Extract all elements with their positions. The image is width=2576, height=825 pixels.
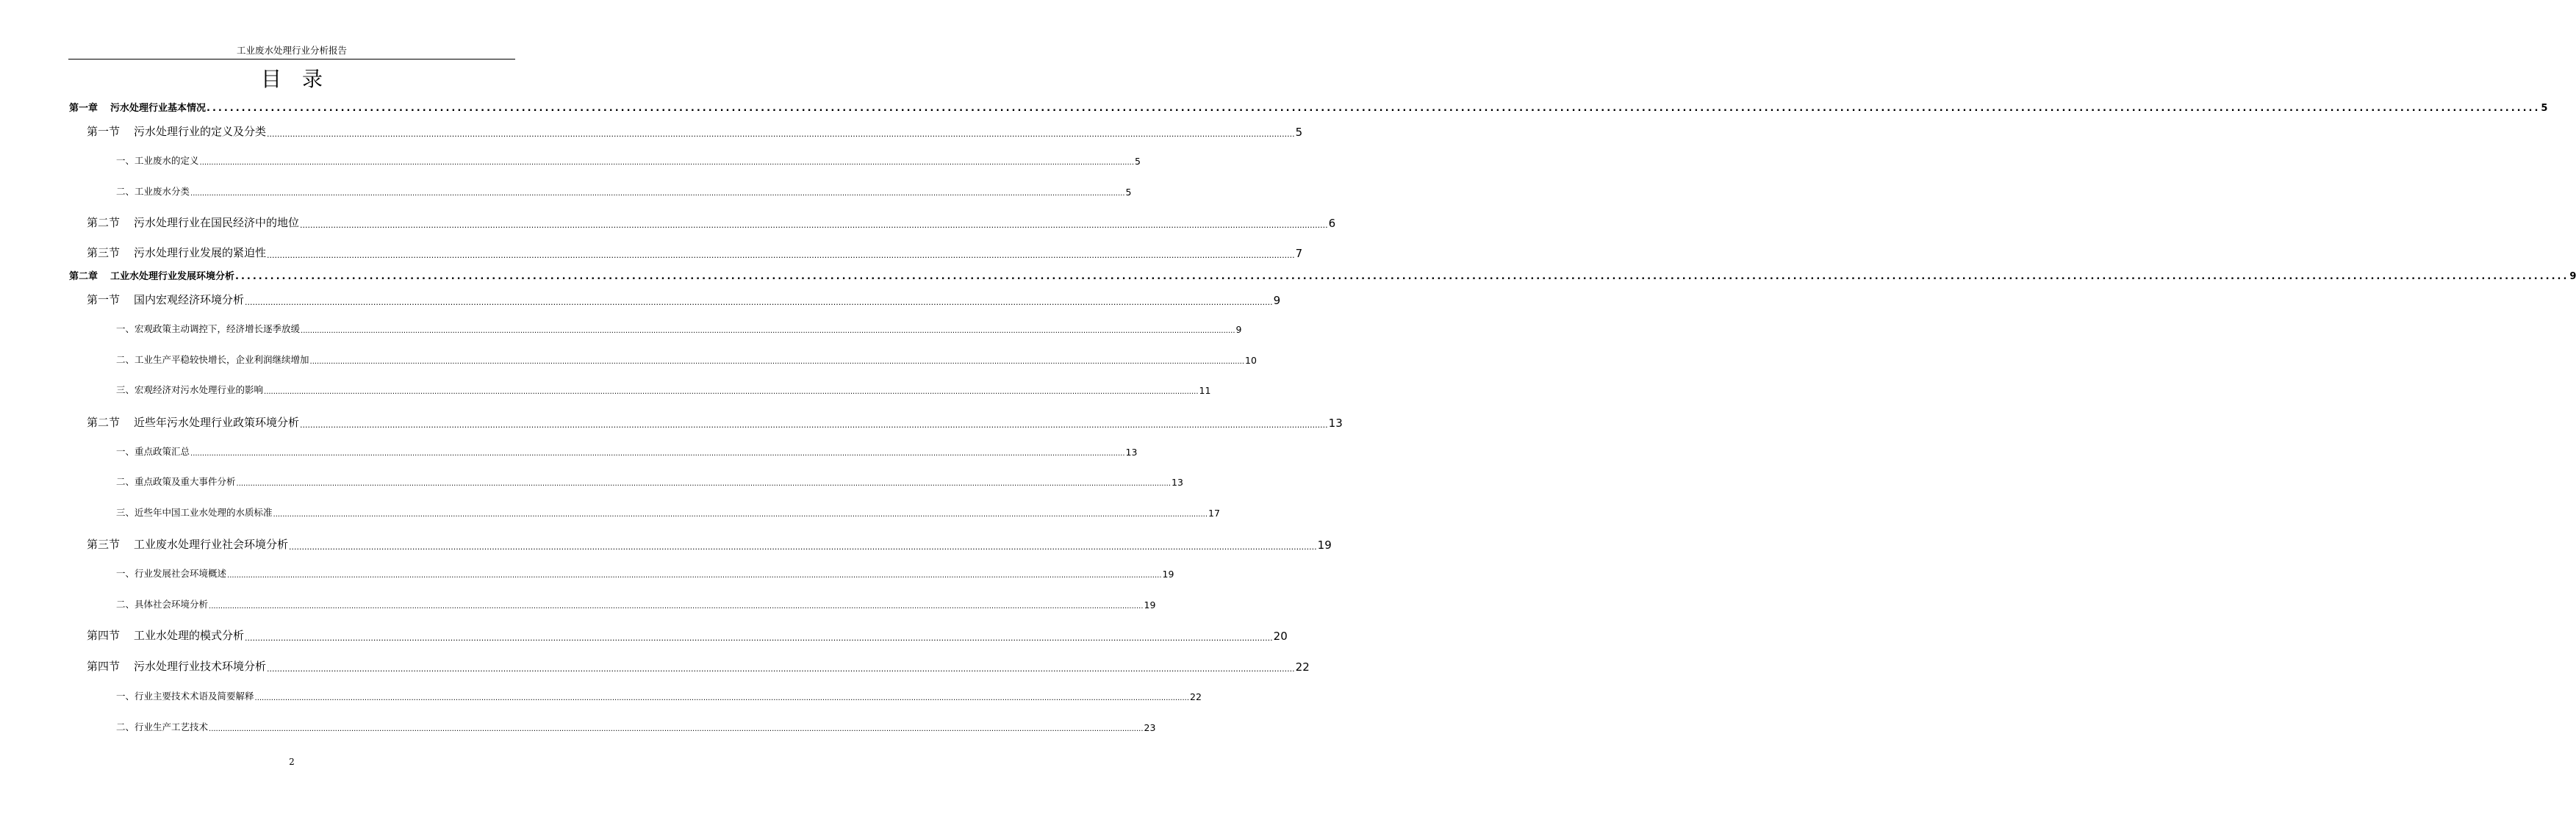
- toc-entry-title: 二、工业废水分类: [116, 186, 190, 197]
- toc-title: 目录: [260, 67, 343, 91]
- toc-entry-page: 5: [1125, 187, 1132, 198]
- toc-leader-dots: ................................................................................................................................................................................................................................................................................................................................................................................................................: [236, 480, 1171, 488]
- toc-entry-number: 第一章: [69, 103, 98, 114]
- toc-entry-sub[interactable]: [116, 322, 1242, 335]
- toc-entry-title: 工业废水处理行业社会环境分析: [134, 538, 289, 551]
- toc-leader-dots: ................................................................................................................................................................................................................................................................................................................................................................................................................: [300, 220, 1328, 230]
- toc-entry-sec[interactable]: [87, 292, 1281, 307]
- toc-entry-sub[interactable]: [116, 184, 1132, 198]
- toc-leader-dots: ................................................................................................................................................................................................................................................................................................................................................................................................................: [254, 694, 1189, 702]
- toc-leader-dots: ................................................................................................................................................................................................................................................................................................................................................................................................................: [207, 103, 2541, 114]
- toc-entry-title: 二、工业生产平稳较快增长，企业利润继续增加: [116, 354, 309, 365]
- toc-entry-title: 污水处理行业发展的紧迫性: [134, 246, 267, 259]
- toc-entry-title: 三、近些年中国工业水处理的水质标准: [116, 507, 273, 518]
- toc-entry-page: 13: [1328, 417, 1343, 430]
- toc-entry-number: 第三节: [87, 538, 121, 551]
- toc-entry-number: 第一节: [87, 293, 121, 306]
- toc-entry-sub[interactable]: [116, 566, 1174, 580]
- toc-leader-dots: ................................................................................................................................................................................................................................................................................................................................................................................................................: [190, 190, 1125, 198]
- toc-leader-dots: ................................................................................................................................................................................................................................................................................................................................................................................................................: [309, 358, 1244, 366]
- toc-entry-page: 7: [1295, 247, 1303, 260]
- toc-leader-dots: ................................................................................................................................................................................................................................................................................................................................................................................................................: [301, 327, 1235, 335]
- toc-entry-sub[interactable]: [116, 154, 1141, 167]
- toc-entry-page: 17: [1208, 508, 1220, 519]
- toc-entry-sub[interactable]: [116, 475, 1183, 488]
- toc-entry-title: 一、宏观政策主动调控下，经济增长逐季放缓: [116, 323, 301, 334]
- toc-entry-title: 工业水处理的模式分析: [134, 629, 245, 642]
- toc-entry-page: 5: [1295, 126, 1303, 139]
- toc-entry-page: 5: [2541, 103, 2548, 114]
- toc-entry-sub[interactable]: [116, 444, 1138, 458]
- toc-leader-dots: ................................................................................................................................................................................................................................................................................................................................................................................................................: [227, 572, 1162, 580]
- toc-entry-title: 三、宏观经济对污水处理行业的影响: [116, 384, 264, 395]
- toc-leader-dots: ................................................................................................................................................................................................................................................................................................................................................................................................................: [209, 602, 1144, 610]
- toc-entry-number: 第二节: [87, 216, 121, 229]
- toc-entry-sub[interactable]: [116, 353, 1257, 366]
- toc-entry-ch[interactable]: [69, 268, 2576, 282]
- toc-entry-page: 19: [1317, 538, 1332, 552]
- toc-entry-number: 第二章: [69, 271, 98, 282]
- toc-entry-title: 一、重点政策汇总: [116, 446, 190, 457]
- toc-entry-page: 22: [1190, 691, 1202, 702]
- toc-entry-title: 二、行业生产工艺技术: [116, 721, 209, 732]
- toc-entry-sub[interactable]: [116, 597, 1156, 610]
- toc-entry-page: 20: [1273, 630, 1288, 643]
- toc-entry-page: 9: [1235, 324, 1242, 335]
- toc-entry-title: 污水处理行业技术环境分析: [134, 660, 267, 673]
- toc-entry-title: 国内宏观经济环境分析: [134, 293, 245, 306]
- toc-entry-title: 一、行业发展社会环境概述: [116, 568, 227, 579]
- toc-leader-dots: ................................................................................................................................................................................................................................................................................................................................................................................................................: [300, 420, 1328, 430]
- toc-leader-dots: ................................................................................................................................................................................................................................................................................................................................................................................................................: [245, 298, 1273, 307]
- toc-entry-number: 第四节: [87, 660, 121, 673]
- toc-entry-number: 第三节: [87, 246, 121, 259]
- toc-entry-title: 污水处理行业的定义及分类: [134, 125, 267, 138]
- toc-entry-page: 5: [1135, 156, 1141, 167]
- toc-entry-title: 一、行业主要技术术语及简要解释: [116, 691, 254, 702]
- toc-entry-page: 9: [1273, 294, 1281, 307]
- toc-entry-page: 11: [1199, 385, 1211, 396]
- toc-entry-page: 13: [1125, 447, 1138, 458]
- toc-entry-sec[interactable]: [87, 627, 1288, 643]
- toc-entry-page: 9: [2569, 271, 2576, 282]
- toc-entry-page: 22: [1295, 660, 1310, 674]
- toc-entry-page: 19: [1162, 569, 1174, 580]
- toc-leader-dots: ................................................................................................................................................................................................................................................................................................................................................................................................................: [264, 388, 1199, 396]
- toc-leader-dots: ................................................................................................................................................................................................................................................................................................................................................................................................................: [273, 511, 1208, 519]
- toc-entry-ch[interactable]: [69, 100, 2548, 114]
- toc-leader-dots: ................................................................................................................................................................................................................................................................................................................................................................................................................: [267, 251, 1295, 260]
- toc-entry-number: 第二节: [87, 416, 121, 429]
- toc-leader-dots: ................................................................................................................................................................................................................................................................................................................................................................................................................: [199, 159, 1134, 167]
- toc-entry-title: 工业水处理行业发展环境分析: [110, 271, 235, 282]
- toc-entry-title: 污水处理行业基本情况: [110, 103, 207, 114]
- toc-entry-sec[interactable]: [87, 245, 1303, 260]
- toc-entry-sub[interactable]: [116, 383, 1211, 396]
- page-number: 2: [289, 757, 295, 767]
- toc-entry-title: 二、具体社会环境分析: [116, 599, 209, 610]
- toc-entry-page: 13: [1172, 477, 1183, 488]
- toc-leader-dots: ................................................................................................................................................................................................................................................................................................................................................................................................................: [245, 633, 1273, 643]
- toc-entry-page: 23: [1144, 722, 1156, 733]
- toc-entry-title: 二、重点政策及重大事件分析: [116, 476, 236, 487]
- toc-leader-dots: ................................................................................................................................................................................................................................................................................................................................................................................................................: [289, 542, 1317, 552]
- toc-entry-sub[interactable]: [116, 505, 1220, 519]
- toc-entry-page: 10: [1245, 355, 1257, 366]
- toc-leader-dots: ................................................................................................................................................................................................................................................................................................................................................................................................................: [209, 725, 1144, 733]
- toc-leader-dots: ................................................................................................................................................................................................................................................................................................................................................................................................................: [235, 271, 2569, 282]
- toc-entry-number: 第一节: [87, 125, 121, 138]
- toc-entry-sec[interactable]: [87, 215, 1336, 230]
- toc-entry-sec[interactable]: [87, 123, 1303, 139]
- toc-entry-title: 近些年污水处理行业政策环境分析: [134, 416, 300, 429]
- toc-entry-sub[interactable]: [116, 720, 1156, 733]
- toc-entry-page: 19: [1144, 599, 1156, 610]
- toc-entry-title: 一、工业废水的定义: [116, 155, 199, 166]
- running-header: 工业废水处理行业分析报告: [68, 43, 515, 60]
- toc-entry-sec[interactable]: [87, 658, 1310, 674]
- toc-entry-sec[interactable]: [87, 536, 1332, 552]
- toc-entry-sec[interactable]: [87, 414, 1343, 430]
- toc-entry-title: 污水处理行业在国民经济中的地位: [134, 216, 300, 229]
- toc-leader-dots: ................................................................................................................................................................................................................................................................................................................................................................................................................: [267, 129, 1295, 139]
- toc-leader-dots: ................................................................................................................................................................................................................................................................................................................................................................................................................: [267, 664, 1295, 674]
- toc-entry-page: 6: [1328, 217, 1336, 230]
- toc-entry-sub[interactable]: [116, 689, 1202, 702]
- toc-entry-number: 第四节: [87, 629, 121, 642]
- toc-leader-dots: ................................................................................................................................................................................................................................................................................................................................................................................................................: [190, 450, 1125, 458]
